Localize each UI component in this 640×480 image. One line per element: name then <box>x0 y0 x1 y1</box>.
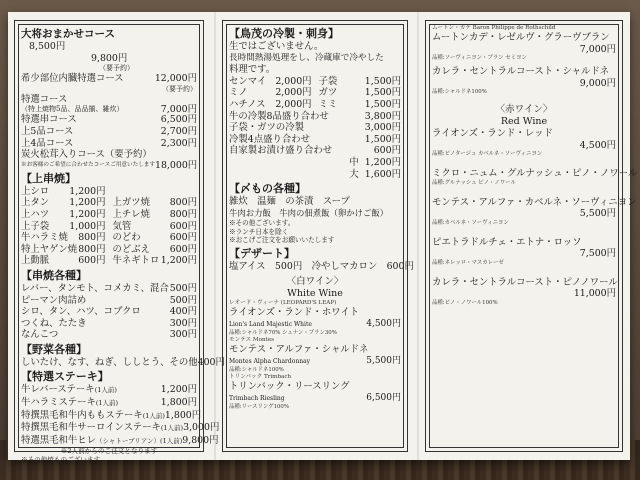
omakase-title: 大将おまかせコース <box>21 28 115 40</box>
reisei-single-price: 600円 <box>373 145 401 157</box>
wine-name: ライオンズ・ランド・レッド <box>432 128 553 139</box>
reisei-single-price: 1,500円 <box>364 133 401 145</box>
wine-desc: 品種:シャルドネ100% <box>432 89 487 95</box>
item-price: 600円 <box>169 243 197 255</box>
wine-price: 11,000円 <box>573 288 616 299</box>
item-price: 2,000円 <box>275 75 312 87</box>
jo-kushi-title: 【上串焼】 <box>21 171 76 185</box>
fold-line <box>214 12 216 460</box>
wine-desc: 品種:リースリング100% <box>229 404 289 411</box>
wine-name-row <box>229 381 401 393</box>
kishou-course: 希少部位内臓特選コース 12,000円 <box>21 73 197 85</box>
wine-desc: 品種:ネレッロ・マスカレーゼ <box>432 259 504 266</box>
wine-price-row <box>432 78 616 90</box>
item-price: 800円 <box>169 197 197 209</box>
steak-price: 1,200円 <box>160 384 197 396</box>
wine-en-name: Trimbach Riesling <box>229 394 285 402</box>
jo-kushi-row <box>21 244 197 256</box>
item-name: 上ハツ <box>21 208 50 220</box>
kushi-row-label: レバー、タンモト、コメカミ、混合 <box>21 282 169 294</box>
reisei-single-price: 3,800円 <box>364 110 401 122</box>
omakase-note: （要予約） <box>99 64 134 73</box>
jo-kushi-row <box>21 232 197 244</box>
jo-kushi-row <box>21 221 197 233</box>
steak-row <box>21 397 197 410</box>
fold-line <box>417 12 419 460</box>
wine-name-row <box>229 344 401 356</box>
reisei-single-price: 3,000円 <box>364 122 401 134</box>
wine-price-row <box>432 44 616 56</box>
wine-price: 7,000円 <box>579 43 616 55</box>
item-name: ミノ <box>229 87 248 99</box>
item-right <box>318 99 401 111</box>
wine-desc: 品種:カベルネ・ソーヴィニヨン <box>432 219 509 226</box>
wine-producer: レオード・ヴィーナ (LEOPARD'S LEAP) <box>229 300 337 307</box>
kushi-row-price: 500円 <box>169 282 197 294</box>
item-price: 1,200円 <box>69 208 106 220</box>
red-wine-title: 〈赤ワイン〉 <box>495 104 553 115</box>
wine-panel <box>425 20 638 452</box>
wine-name: ムートンカデ・レゼルヴ・グラーヴブラン <box>432 32 610 43</box>
reisei-single <box>229 122 401 134</box>
item-price: 600円 <box>78 255 106 267</box>
item-name: ハチノス <box>229 98 266 110</box>
kushi-row <box>21 329 197 341</box>
steak-price: 3,000円 <box>183 422 220 434</box>
item-right <box>113 197 197 209</box>
jo-kushi-row <box>21 209 197 221</box>
item-price: 600円 <box>169 232 197 244</box>
item-name: 上動脈 <box>21 255 50 267</box>
item-price: 600円 <box>169 220 197 232</box>
item-name: 牛ハラミ焼 <box>21 232 68 244</box>
item-left <box>21 232 105 244</box>
wine-name: カレラ・セントラルコースト・ピノノワール <box>432 276 618 288</box>
shime-note: ※おこげご注文をお願いいたします <box>229 236 335 245</box>
item-price: 1,200円 <box>69 185 106 197</box>
wine-price-row <box>432 288 616 300</box>
reisei-row <box>229 87 401 99</box>
item-left <box>229 99 312 111</box>
footnote: ※2人前からのご注文となります <box>60 447 158 456</box>
spacer <box>432 158 616 168</box>
wine-desc: 品種:ソーヴィニヨン・ブラン セミヨン <box>432 55 527 61</box>
wine-producer: トリンバック Trimbach <box>229 374 292 381</box>
item-right <box>318 87 401 99</box>
item-left <box>21 186 105 198</box>
item-price: 800円 <box>78 232 106 244</box>
item-right <box>113 209 197 221</box>
reisei-single <box>229 134 401 146</box>
wine-name: ミクロ・ニュム・グルナッシュ・ピノ・ノワール <box>432 168 638 179</box>
shime-note: ※ランチ日本を除く <box>229 227 289 236</box>
steak-row <box>21 409 202 423</box>
reisei-single-label: 自家製お漬け盛り合わせ <box>229 145 333 157</box>
size-price: 1,200円 <box>364 156 401 168</box>
spacer <box>432 187 616 197</box>
intro-line: 生ではございません。 <box>229 41 324 52</box>
wine-en-row <box>229 393 401 405</box>
item-price: 1,500円 <box>364 98 401 110</box>
size-row <box>229 157 401 169</box>
item-left <box>21 244 105 256</box>
steak-label <box>21 435 182 448</box>
item-name: ミミ <box>318 98 338 110</box>
steak-unit: (1人前) <box>95 399 119 408</box>
size-label: 大 <box>349 168 359 180</box>
wine-en-row <box>229 356 401 368</box>
item-price: 1,200円 <box>69 197 106 209</box>
white-wine-title: 〈白ワイン〉 <box>286 276 344 288</box>
reisei-row <box>229 76 401 88</box>
wine-name: トリンバック・リースリング <box>229 381 350 393</box>
item-left <box>21 221 105 233</box>
wine-desc: 品種:シャルドネ100% <box>229 367 284 374</box>
steak-price: 1,800円 <box>160 397 197 409</box>
wine-en-row <box>229 319 401 331</box>
kushi-row <box>21 306 197 318</box>
intro-line: 長時間熱湯処理をし、冷蔵庫で冷やした <box>229 52 384 63</box>
reisei-single-label: 冷製4点盛り合わせ <box>229 133 310 145</box>
shime-row: 牛肉お力飯 牛肉の佃煮飯（卵かけご飯） <box>229 207 389 218</box>
wine-en-name: Montes Alpha Chardonnay <box>229 357 311 365</box>
steak-title: 【特選ステーキ】 <box>21 370 109 384</box>
kushi-row-price: 300円 <box>169 329 197 341</box>
wine-price-row <box>432 208 616 220</box>
kushi-row <box>21 295 197 307</box>
kushi-title: 【串焼各種】 <box>21 268 87 282</box>
item-name: 特上ヤゲン焼 <box>21 243 78 255</box>
wine-name: モンテス・アルファ・シャルドネ <box>229 344 369 356</box>
wine-price: 9,000円 <box>579 77 616 89</box>
item-price: 1,500円 <box>364 87 401 99</box>
item-name: ガツ <box>318 87 338 99</box>
steak-row <box>21 384 197 397</box>
cold-dish-panel <box>222 20 414 452</box>
steak-price: 9,800円 <box>182 434 219 446</box>
shime-note: ※その他ございます。 <box>229 219 295 228</box>
omakase-price: 8,500円 <box>29 41 66 52</box>
steak-label <box>21 397 118 410</box>
white-wine-en: White Wine <box>287 288 343 300</box>
reisei-single-label: 子袋・ガツの冷製 <box>229 122 305 134</box>
spacer <box>432 227 616 237</box>
kushi-row <box>21 318 197 330</box>
steak-name: 牛レバーステーキ <box>21 384 95 396</box>
item-price: 1,000円 <box>69 220 106 232</box>
tokusen-course: 特選コース <box>21 93 68 105</box>
item-left <box>229 76 312 88</box>
wine-desc: 品種:ピノタージュ カベルネ・ソーヴィニヨン <box>432 151 543 157</box>
item-price: 2,000円 <box>275 98 312 110</box>
dessert-row: 塩アイス 500円 冷やしマカロン 600円 <box>229 260 414 272</box>
tokusen-note: （特上焼物5品、品品揃、雑炊） 7,000円 <box>21 104 197 116</box>
wine-name: ライオンズ・ランド・ホワイト <box>229 307 360 319</box>
wine-name-row <box>229 307 401 319</box>
steak-name: 特選黒毛和牛ヒレ <box>21 434 97 446</box>
steak-label <box>21 384 117 397</box>
wine-producer: ムートン・カデ Baron Philippe de Rothschild <box>432 25 556 31</box>
wine-name: ピエトラドルチェ・エトナ・ロッソ <box>432 236 582 248</box>
item-right <box>113 221 197 233</box>
item-left <box>229 87 312 99</box>
item-name: 上チレ焼 <box>112 208 150 220</box>
menu-card <box>8 12 638 464</box>
reisei-single <box>229 111 401 123</box>
sumibi-note: ※お客様のご希望に合わせたコースご用意いたします 18,000円 <box>21 159 198 171</box>
sumibi-course: 炭火松茸入りコース（要予約） <box>21 149 152 161</box>
wine-desc: 品種:ピノ・ノワール100% <box>432 299 498 306</box>
item-right <box>318 76 401 88</box>
wine-name: カレラ・セントラルコースト・シャルドネ <box>432 66 610 77</box>
kushi-row-price: 300円 <box>169 317 197 329</box>
jo-kushi-row <box>21 255 197 267</box>
kushi-row-label: つくね、たたき <box>21 317 87 329</box>
steak-name: 牛ハラミステーキ <box>21 397 96 409</box>
dessert-title: 【デザート】 <box>229 246 295 260</box>
steak-row <box>21 434 219 448</box>
steak-unit: (1人前) <box>94 386 117 395</box>
reisei-row <box>229 99 401 111</box>
item-right <box>113 186 197 198</box>
item-name: 気管 <box>112 220 132 232</box>
wine-price: 5,500円 <box>366 355 401 366</box>
reisei-title: 【鳥茂の冷製・刺身】 <box>229 27 339 40</box>
wine-en-name: Lion's Land Majestic White <box>229 320 312 328</box>
wine-price: 4,500円 <box>579 139 616 151</box>
wine-desc: 品種:グルナッシュ ピノ・ノワール <box>432 179 516 186</box>
yasai-title: 【野菜各種】 <box>21 342 87 356</box>
steak-label <box>21 410 165 423</box>
item-left <box>21 255 105 267</box>
jo-kushi-row <box>21 186 197 198</box>
wine-price: 6,500円 <box>366 392 401 403</box>
wine-price: 5,500円 <box>579 208 616 219</box>
item-name: センマイ <box>229 75 267 87</box>
item-name: 子袋 <box>318 75 338 87</box>
jo5-course: 上5品コース 2,700円 <box>21 125 197 137</box>
item-right <box>113 232 197 244</box>
item-name: 上子袋 <box>21 220 50 232</box>
spacer <box>432 307 616 317</box>
course-panel <box>14 20 225 464</box>
kishou-note: （要予約） <box>162 84 197 93</box>
item-right <box>113 244 197 256</box>
item-name: のどわ <box>112 232 141 244</box>
footnote: ※その他焼ものございます。 <box>21 455 107 464</box>
kushi-row <box>21 283 197 295</box>
item-right <box>113 255 197 267</box>
red-wine-en: Red Wine <box>500 116 548 127</box>
steak-name: 特撰黒毛和牛内ももステーキ <box>21 409 143 421</box>
item-price: 1,200円 <box>160 255 197 267</box>
wine-price-row <box>432 140 616 152</box>
kushi-row-price: 500円 <box>169 294 197 306</box>
wine-desc: 品種:シャルドネ70% シュナン・ブラン30% <box>229 330 337 337</box>
steak-name: 特撰黒毛和牛サーロインステーキ <box>21 422 161 434</box>
intro-line: 料理です。 <box>229 64 276 76</box>
wine-producer: モンテス Montes <box>229 337 275 344</box>
shime-row: 雑炊 温麺 の茶漬 スープ <box>229 196 350 208</box>
size-row <box>229 169 401 181</box>
wine-price: 7,500円 <box>579 248 616 259</box>
item-name: 上シロ <box>21 185 50 197</box>
item-price: 2,000円 <box>275 87 312 99</box>
spacer <box>432 267 616 277</box>
kushi-row-label: なんこつ <box>21 329 59 341</box>
kushi-row-price: 400円 <box>169 306 197 318</box>
steak-unit: (1人前) <box>160 424 184 433</box>
item-price: 1,500円 <box>364 75 401 87</box>
jo4-course: 上4品コース 2,300円 <box>21 137 197 149</box>
kushi-course: 特選串コース 6,500円 <box>21 114 197 126</box>
wine-price: 4,500円 <box>366 318 401 329</box>
wine-name: モンテス・アルファ・カベルネ・ソーヴィニヨン <box>432 196 637 208</box>
item-price: 800円 <box>169 208 197 220</box>
steak-price: 1,800円 <box>164 409 202 421</box>
size-label: 中 <box>349 156 359 168</box>
item-name: 牛ネギトロ <box>112 255 160 267</box>
item-name: 上ガツ焼 <box>112 197 151 209</box>
steak-row <box>21 422 220 435</box>
jo-kushi-row <box>21 197 197 209</box>
steak-label <box>21 422 183 435</box>
size-price: 1,600円 <box>364 168 401 180</box>
reisei-single-label: 牛の冷製8品盛り合わせ <box>229 110 329 122</box>
omakase-price2: 9,800円 <box>91 52 128 64</box>
yasai-row: しいたけ、なす、ねぎ、ししとう、その他 400円 <box>21 356 225 368</box>
shime-title: 【〆もの各種】 <box>229 182 306 196</box>
kushi-row-label: シロ、タン、ハツ、コブクロ <box>21 306 141 318</box>
steak-unit: (1人前) <box>142 411 165 420</box>
steak-unit: （シャトーブリアン）(1人前) <box>96 436 183 445</box>
item-price: 800円 <box>78 243 106 255</box>
item-left <box>21 197 105 209</box>
item-name: のどぶえ <box>112 243 151 255</box>
kushi-row-label: ピーマン肉詰め <box>21 294 87 306</box>
reisei-single <box>229 145 401 157</box>
item-name: 上タン <box>21 197 50 209</box>
item-left <box>21 209 105 221</box>
wine-price-row <box>432 248 616 260</box>
